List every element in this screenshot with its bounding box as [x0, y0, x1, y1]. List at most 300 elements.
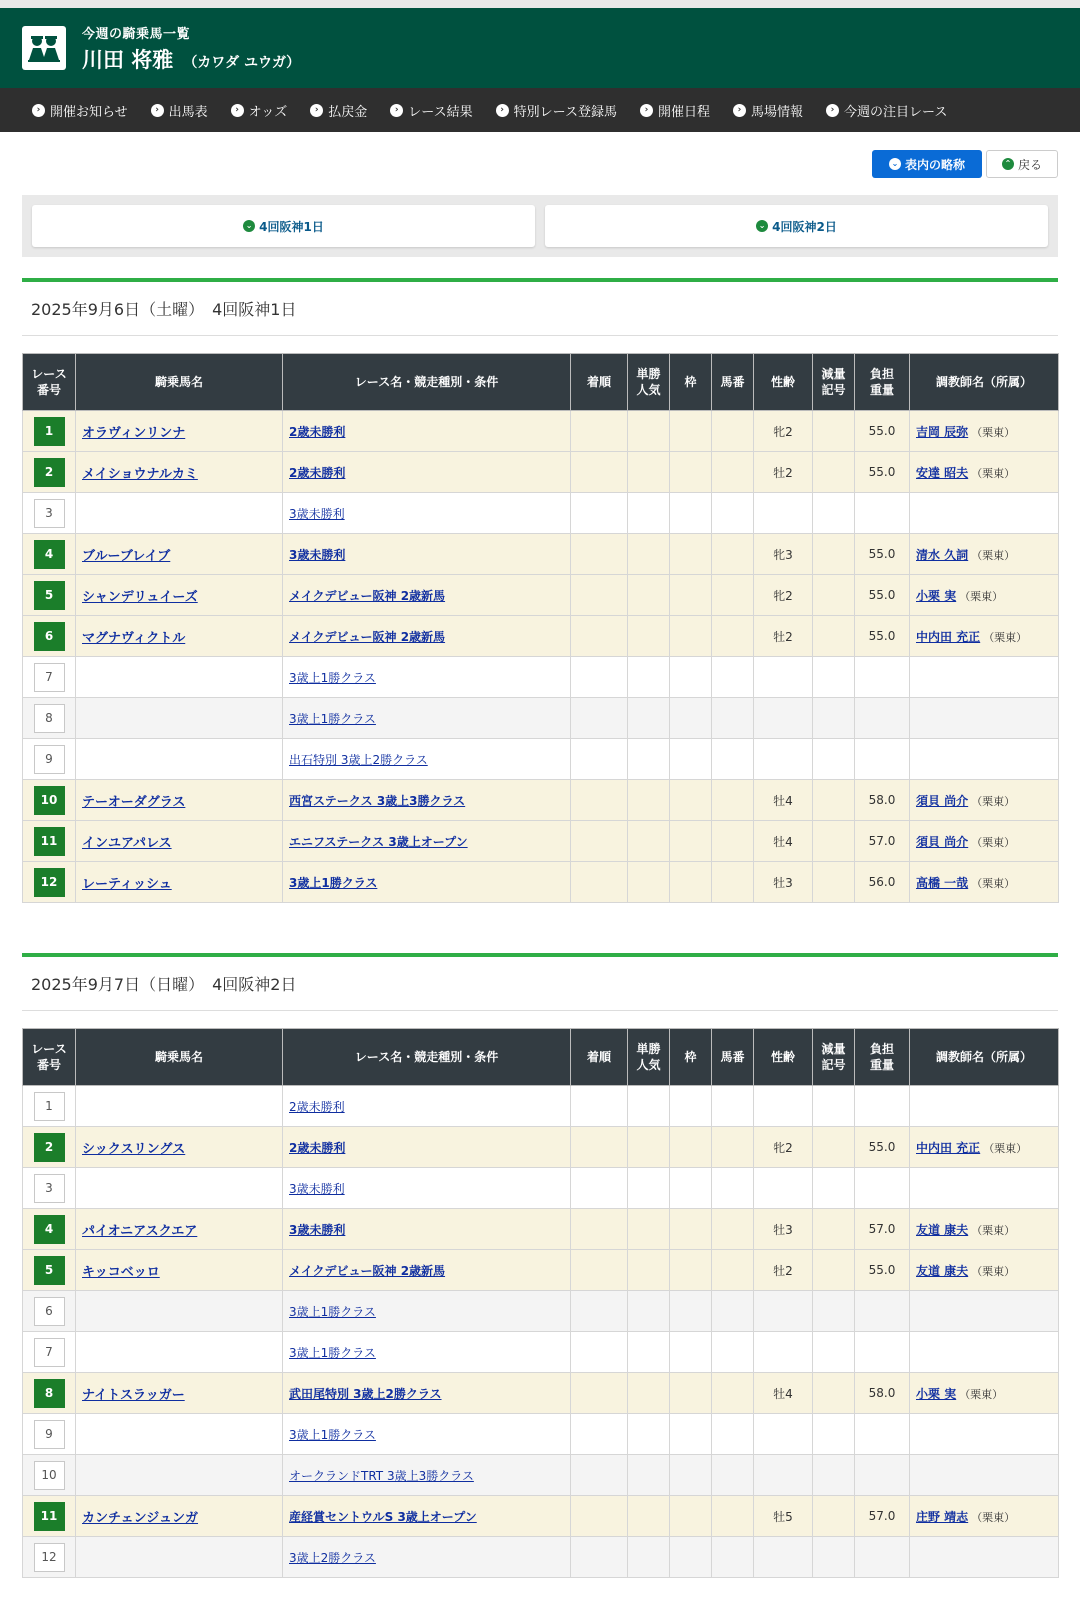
- trainer-affiliation: （栗東）: [959, 589, 1004, 603]
- nav-item[interactable]: [826, 101, 947, 120]
- nav-item-label: 開催日程: [658, 104, 711, 120]
- jockey-name: 川田 将雅: [82, 47, 174, 72]
- jockey-logo-icon: [22, 26, 66, 70]
- horse-cell: [76, 411, 283, 452]
- horse-cell: [76, 1414, 283, 1455]
- chevron-down-icon: ⌄: [243, 220, 255, 232]
- finish-cell: [571, 862, 628, 903]
- race-link[interactable]: 3歳上1勝クラス: [289, 711, 376, 726]
- header-horse: 騎乗馬名: [76, 1029, 283, 1086]
- horse-number-cell: [712, 1291, 754, 1332]
- race-link[interactable]: メイクデビュー阪神 2歳新馬: [289, 1263, 446, 1278]
- race-cell: [283, 1332, 571, 1373]
- nav-item[interactable]: [32, 101, 128, 120]
- header-popularity-line2: 人気: [636, 383, 661, 397]
- trainer-link[interactable]: 友道 康夫: [916, 1263, 969, 1278]
- weight-reduction-cell: [813, 698, 855, 739]
- frame-cell: [670, 1250, 712, 1291]
- trainer-cell: [910, 1250, 1059, 1291]
- finish-cell: [571, 657, 628, 698]
- weight-cell: 55.0: [855, 534, 910, 575]
- race-cell: [283, 1537, 571, 1578]
- finish-cell: [571, 1250, 628, 1291]
- horse-link[interactable]: ブルーブレイブ: [82, 548, 171, 564]
- race-link[interactable]: オークランドTRT 3歳上3勝クラス: [289, 1468, 474, 1483]
- race-link[interactable]: 3歳上1勝クラス: [289, 670, 376, 685]
- weight-cell: 56.0: [855, 862, 910, 903]
- trainer-affiliation: （栗東）: [971, 466, 1016, 480]
- header-weight-reduction-line2: 記号: [821, 383, 846, 397]
- trainer-cell: [910, 698, 1059, 739]
- race-number-cell: [23, 1168, 76, 1209]
- race-number-cell: [23, 698, 76, 739]
- trainer-link[interactable]: 吉岡 辰弥: [916, 424, 969, 439]
- header-race-number-line2: 番号: [36, 1058, 61, 1072]
- finish-cell: [571, 698, 628, 739]
- main-nav: [0, 88, 1080, 132]
- weight-reduction-cell: [813, 862, 855, 903]
- race-cell: [283, 1414, 571, 1455]
- finish-cell: [571, 616, 628, 657]
- frame-cell: [670, 780, 712, 821]
- weight-reduction-cell: [813, 1127, 855, 1168]
- trainer-affiliation: （栗東）: [971, 1510, 1016, 1524]
- nav-item[interactable]: [496, 101, 617, 120]
- table-row: [23, 616, 1059, 657]
- frame-cell: [670, 1291, 712, 1332]
- race-cell: [283, 1496, 571, 1537]
- race-cell: [283, 1291, 571, 1332]
- weight-cell: 55.0: [855, 575, 910, 616]
- race-number[interactable]: 2: [34, 1133, 65, 1162]
- sex-age-cell: 牡4: [754, 1373, 813, 1414]
- race-link[interactable]: 2歳未勝利: [289, 465, 346, 480]
- race-number-cell: [23, 452, 76, 493]
- finish-cell: [571, 1455, 628, 1496]
- chevron-right-icon: ›: [733, 104, 746, 117]
- weight-reduction-cell: [813, 1373, 855, 1414]
- table-header-row: [23, 1029, 1059, 1086]
- popularity-cell: [628, 1332, 670, 1373]
- table-row: [23, 1537, 1059, 1578]
- header-popularity-line1: 単勝: [636, 366, 661, 381]
- page-title: [82, 44, 300, 74]
- weight-cell: 57.0: [855, 1496, 910, 1537]
- race-cell: [283, 1127, 571, 1168]
- popularity-cell: [628, 821, 670, 862]
- race-cell: [283, 575, 571, 616]
- weight-cell: 55.0: [855, 411, 910, 452]
- frame-cell: [670, 1127, 712, 1168]
- weight-cell: [855, 739, 910, 780]
- header-popularity-line1: 単勝: [636, 1041, 661, 1056]
- race-number[interactable]: 10: [34, 786, 65, 815]
- race-number[interactable]: 11: [34, 827, 65, 856]
- finish-cell: [571, 534, 628, 575]
- horse-cell: [76, 1209, 283, 1250]
- horse-link[interactable]: ナイトスラッガー: [82, 1387, 185, 1403]
- header-weight-reduction-line1: 減量: [821, 366, 846, 381]
- day-tab-1[interactable]: ⌄ 4回阪神1日: [32, 205, 535, 247]
- race-number-cell: [23, 862, 76, 903]
- back-button[interactable]: ⌃ 戻る: [986, 150, 1058, 178]
- nav-item[interactable]: [733, 101, 803, 120]
- weight-reduction-cell: [813, 1250, 855, 1291]
- frame-cell: [670, 1086, 712, 1127]
- chevron-right-icon: ›: [310, 104, 323, 117]
- weight-reduction-cell: [813, 1291, 855, 1332]
- race-number-cell: [23, 1537, 76, 1578]
- header-race-number-line1: レース: [31, 1041, 67, 1056]
- trainer-link[interactable]: 須貝 尚介: [916, 834, 969, 849]
- race-number[interactable]: 6: [34, 622, 65, 651]
- weight-reduction-cell: [813, 657, 855, 698]
- race-number[interactable]: 3: [34, 499, 65, 528]
- popularity-cell: [628, 1168, 670, 1209]
- horse-link[interactable]: シックスリングス: [82, 1141, 186, 1157]
- trainer-cell: [910, 1168, 1059, 1209]
- horse-number-cell: [712, 862, 754, 903]
- weight-cell: [855, 493, 910, 534]
- race-link[interactable]: 3歳未勝利: [289, 1181, 345, 1196]
- race-number[interactable]: 10: [34, 1461, 65, 1490]
- table-row: [23, 1209, 1059, 1250]
- sex-age-cell: 牡3: [754, 862, 813, 903]
- day-title: 2025年9月7日（日曜） 4回阪神2日: [22, 957, 1058, 1011]
- trainer-link[interactable]: 小栗 実: [916, 588, 957, 603]
- header-race: レース名・競走種別・条件: [283, 1029, 571, 1086]
- horse-number-cell: [712, 1332, 754, 1373]
- race-number-cell: [23, 1291, 76, 1332]
- header-weight-line2: 重量: [869, 1058, 894, 1072]
- jockey-kana: （カワダ ユウガ）: [183, 54, 301, 71]
- race-number[interactable]: 4: [34, 1215, 65, 1244]
- chevron-down-icon: ⌄: [756, 220, 768, 232]
- race-link[interactable]: 武田尾特別 3歳上2勝クラス: [289, 1386, 442, 1401]
- chevron-right-icon: ›: [390, 104, 403, 117]
- weight-reduction-cell: [813, 534, 855, 575]
- trainer-link[interactable]: 中内田 充正: [916, 1140, 981, 1155]
- race-link[interactable]: 3歳上1勝クラス: [289, 875, 378, 890]
- horse-cell: [76, 698, 283, 739]
- trainer-link[interactable]: 須貝 尚介: [916, 793, 969, 808]
- race-number[interactable]: 5: [34, 1256, 65, 1285]
- weight-cell: 55.0: [855, 1127, 910, 1168]
- popularity-cell: [628, 1373, 670, 1414]
- finish-cell: [571, 452, 628, 493]
- horse-number-cell: [712, 1127, 754, 1168]
- horse-cell: [76, 1168, 283, 1209]
- header-weight-reduction-line2: 記号: [821, 1058, 846, 1072]
- race-cell: [283, 1455, 571, 1496]
- header-weight-line1: 負担: [869, 1041, 894, 1056]
- sex-age-cell: [754, 1414, 813, 1455]
- abbreviation-button[interactable]: ⌄ 表内の略称: [872, 150, 982, 178]
- horse-number-cell: [712, 493, 754, 534]
- horse-cell: [76, 1455, 283, 1496]
- finish-cell: [571, 1373, 628, 1414]
- horse-link[interactable]: インユアパレス: [82, 835, 172, 851]
- weight-reduction-cell: [813, 616, 855, 657]
- race-link[interactable]: エニフステークス 3歳上オープン: [289, 834, 468, 849]
- race-link[interactable]: 3歳未勝利: [289, 1222, 346, 1237]
- table-row: [23, 1086, 1059, 1127]
- popularity-cell: [628, 1250, 670, 1291]
- race-link[interactable]: 2歳未勝利: [289, 1140, 346, 1155]
- race-number-cell: [23, 534, 76, 575]
- weight-cell: 58.0: [855, 1373, 910, 1414]
- horse-number-cell: [712, 1250, 754, 1291]
- race-number[interactable]: 8: [34, 704, 65, 733]
- frame-cell: [670, 657, 712, 698]
- race-number-cell: [23, 1496, 76, 1537]
- trainer-cell: [910, 1455, 1059, 1496]
- weight-cell: 55.0: [855, 616, 910, 657]
- trainer-link[interactable]: 友道 康夫: [916, 1222, 969, 1237]
- race-number[interactable]: 8: [34, 1379, 65, 1408]
- race-link[interactable]: 産経賞セントウルS 3歳上オープン: [289, 1509, 477, 1524]
- race-link[interactable]: 3歳上2勝クラス: [289, 1550, 376, 1565]
- sex-age-cell: 牡2: [754, 452, 813, 493]
- race-number-cell: [23, 575, 76, 616]
- weight-cell: [855, 1168, 910, 1209]
- header-weight: [855, 354, 910, 411]
- popularity-cell: [628, 1209, 670, 1250]
- trainer-affiliation: （栗東）: [971, 548, 1016, 562]
- race-number[interactable]: 2: [34, 458, 65, 487]
- finish-cell: [571, 1332, 628, 1373]
- trainer-affiliation: （栗東）: [959, 1387, 1004, 1401]
- frame-cell: [670, 452, 712, 493]
- trainer-cell: [910, 1537, 1059, 1578]
- finish-cell: [571, 1291, 628, 1332]
- frame-cell: [670, 1537, 712, 1578]
- horse-link[interactable]: メイショウナルカミ: [82, 466, 198, 482]
- race-number[interactable]: 9: [34, 745, 65, 774]
- horse-link[interactable]: キッコベッロ: [82, 1264, 160, 1280]
- race-cell: [283, 1209, 571, 1250]
- race-number-cell: [23, 493, 76, 534]
- race-number[interactable]: 5: [34, 581, 65, 610]
- table-row: [23, 1332, 1059, 1373]
- table-row: [23, 452, 1059, 493]
- nav-item-label: 開催お知らせ: [50, 104, 128, 120]
- horse-cell: [76, 1332, 283, 1373]
- popularity-cell: [628, 1086, 670, 1127]
- finish-cell: [571, 1414, 628, 1455]
- trainer-cell: [910, 452, 1059, 493]
- race-cell: [283, 616, 571, 657]
- horse-link[interactable]: パイオニアスクエア: [82, 1223, 198, 1239]
- nav-item[interactable]: [151, 101, 208, 120]
- horse-link[interactable]: オラヴィンリンナ: [82, 425, 186, 441]
- trainer-link[interactable]: 中内田 充正: [916, 629, 981, 644]
- race-number[interactable]: 4: [34, 540, 65, 569]
- horse-number-cell: [712, 1455, 754, 1496]
- race-number[interactable]: 3: [34, 1174, 65, 1203]
- trainer-cell: [910, 1086, 1059, 1127]
- horse-link[interactable]: マグナヴィクトル: [82, 630, 186, 646]
- weight-cell: 57.0: [855, 1209, 910, 1250]
- weight-reduction-cell: [813, 411, 855, 452]
- finish-cell: [571, 493, 628, 534]
- top-strip: [0, 0, 1080, 8]
- trainer-cell: [910, 1414, 1059, 1455]
- frame-cell: [670, 739, 712, 780]
- table-row: [23, 862, 1059, 903]
- horse-number-cell: [712, 616, 754, 657]
- popularity-cell: [628, 1537, 670, 1578]
- nav-item-label: 払戻金: [328, 104, 368, 120]
- sex-age-cell: 牝3: [754, 534, 813, 575]
- frame-cell: [670, 1373, 712, 1414]
- table-row: [23, 657, 1059, 698]
- chevron-right-icon: ›: [32, 104, 45, 117]
- trainer-cell: [910, 493, 1059, 534]
- trainer-cell: [910, 534, 1059, 575]
- nav-item[interactable]: [310, 101, 367, 120]
- race-number-cell: [23, 411, 76, 452]
- weight-reduction-cell: [813, 1537, 855, 1578]
- race-number[interactable]: 9: [34, 1420, 65, 1449]
- weight-reduction-cell: [813, 493, 855, 534]
- race-number-cell: [23, 657, 76, 698]
- table-header-row: [23, 354, 1059, 411]
- weight-cell: [855, 1537, 910, 1578]
- trainer-link[interactable]: 小栗 実: [916, 1386, 957, 1401]
- header-frame: 枠: [670, 354, 712, 411]
- frame-cell: [670, 821, 712, 862]
- sex-age-cell: [754, 1455, 813, 1496]
- trainer-cell: [910, 1373, 1059, 1414]
- horse-cell: [76, 452, 283, 493]
- weight-cell: 55.0: [855, 1250, 910, 1291]
- horse-number-cell: [712, 411, 754, 452]
- race-link[interactable]: 3歳上1勝クラス: [289, 1345, 376, 1360]
- frame-cell: [670, 1496, 712, 1537]
- trainer-cell: [910, 575, 1059, 616]
- horse-cell: [76, 1127, 283, 1168]
- header-finish: 着順: [571, 1029, 628, 1086]
- horse-cell: [76, 575, 283, 616]
- popularity-cell: [628, 698, 670, 739]
- header-sex-age: 性齢: [754, 354, 813, 411]
- sex-age-cell: [754, 1086, 813, 1127]
- trainer-link[interactable]: 安達 昭夫: [916, 465, 969, 480]
- race-number[interactable]: 7: [34, 663, 65, 692]
- trainer-link[interactable]: 庄野 靖志: [916, 1509, 969, 1524]
- horse-number-cell: [712, 657, 754, 698]
- race-number[interactable]: 12: [34, 1543, 65, 1572]
- header-popularity-line2: 人気: [636, 1058, 661, 1072]
- horse-cell: [76, 1291, 283, 1332]
- race-number[interactable]: 11: [34, 1502, 65, 1531]
- race-number[interactable]: 6: [34, 1297, 65, 1326]
- race-link[interactable]: メイクデビュー阪神 2歳新馬: [289, 629, 446, 644]
- day-tab-2[interactable]: ⌄ 4回阪神2日: [545, 205, 1048, 247]
- sex-age-cell: [754, 493, 813, 534]
- finish-cell: [571, 780, 628, 821]
- sex-age-cell: 牡4: [754, 821, 813, 862]
- nav-item[interactable]: [231, 101, 288, 120]
- trainer-affiliation: （栗東）: [971, 1223, 1016, 1237]
- finish-cell: [571, 1127, 628, 1168]
- finish-cell: [571, 575, 628, 616]
- race-number-cell: [23, 780, 76, 821]
- horse-cell: [76, 1373, 283, 1414]
- header-horse: 騎乗馬名: [76, 354, 283, 411]
- trainer-affiliation: （栗東）: [983, 630, 1028, 644]
- nav-item-label: オッズ: [248, 104, 288, 120]
- race-number[interactable]: 12: [34, 868, 65, 897]
- chevron-down-icon: ⌄: [889, 158, 901, 170]
- table-row: [23, 1250, 1059, 1291]
- horse-link[interactable]: テーオーダグラス: [82, 794, 186, 810]
- race-cell: [283, 1250, 571, 1291]
- race-link[interactable]: 2歳未勝利: [289, 1099, 345, 1114]
- day-title: 2025年9月6日（土曜） 4回阪神1日: [22, 282, 1058, 336]
- day-section-2: [22, 953, 1058, 1578]
- sex-age-cell: 牡3: [754, 1209, 813, 1250]
- race-number[interactable]: 1: [34, 417, 65, 446]
- finish-cell: [571, 739, 628, 780]
- horse-cell: [76, 657, 283, 698]
- horse-number-cell: [712, 780, 754, 821]
- race-number[interactable]: 7: [34, 1338, 65, 1367]
- horse-link[interactable]: シャンデリュイーズ: [82, 589, 198, 605]
- race-link[interactable]: 西宮ステークス 3歳上3勝クラス: [289, 793, 466, 808]
- weight-reduction-cell: [813, 1496, 855, 1537]
- nav-item[interactable]: [390, 101, 472, 120]
- horse-link[interactable]: レーティッシュ: [82, 876, 172, 892]
- sex-age-cell: [754, 1332, 813, 1373]
- race-link[interactable]: 3歳上1勝クラス: [289, 1427, 376, 1442]
- chevron-right-icon: ›: [151, 104, 164, 117]
- popularity-cell: [628, 1127, 670, 1168]
- race-link[interactable]: 3歳上1勝クラス: [289, 1304, 376, 1319]
- race-link[interactable]: 3歳未勝利: [289, 506, 345, 521]
- popularity-cell: [628, 493, 670, 534]
- race-number[interactable]: 1: [34, 1092, 65, 1121]
- race-link[interactable]: 3歳未勝利: [289, 547, 346, 562]
- race-table: [22, 353, 1059, 903]
- race-cell: [283, 411, 571, 452]
- race-cell: [283, 821, 571, 862]
- table-row: [23, 1127, 1059, 1168]
- header-race-number: [23, 354, 76, 411]
- frame-cell: [670, 698, 712, 739]
- sex-age-cell: 牡5: [754, 1496, 813, 1537]
- race-cell: [283, 534, 571, 575]
- trainer-link[interactable]: 高橋 一哉: [916, 875, 969, 890]
- popularity-cell: [628, 411, 670, 452]
- race-link[interactable]: 出石特別 3歳上2勝クラス: [289, 752, 428, 767]
- weight-reduction-cell: [813, 1414, 855, 1455]
- race-link[interactable]: 2歳未勝利: [289, 424, 346, 439]
- table-row: [23, 821, 1059, 862]
- horse-cell: [76, 1250, 283, 1291]
- popularity-cell: [628, 1455, 670, 1496]
- horse-link[interactable]: カンチェンジュンガ: [82, 1510, 199, 1526]
- header-horse-number: 馬番: [712, 1029, 754, 1086]
- race-link[interactable]: メイクデビュー阪神 2歳新馬: [289, 588, 446, 603]
- nav-item[interactable]: [640, 101, 710, 120]
- chevron-right-icon: ›: [231, 104, 244, 117]
- horse-cell: [76, 1537, 283, 1578]
- race-number-cell: [23, 1250, 76, 1291]
- trainer-cell: [910, 1496, 1059, 1537]
- trainer-link[interactable]: 清水 久詞: [916, 547, 969, 562]
